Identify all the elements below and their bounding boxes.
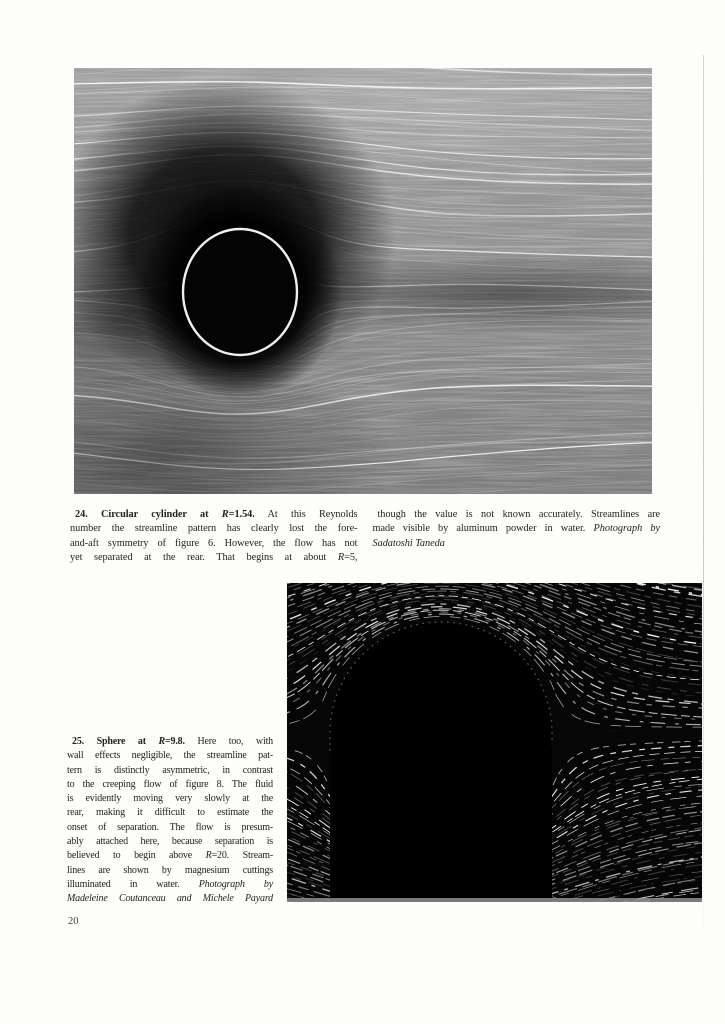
figure-24-caption (70, 508, 660, 565)
caption-text-run: =9.8. (165, 736, 185, 747)
figure-24-caption-right-column (373, 508, 661, 565)
caption-text-run: wall effects negligible, the streamline pat- (67, 750, 273, 762)
caption-text-run: ably attached here, because separation is (67, 836, 273, 848)
page-edge-line (703, 55, 704, 952)
caption-line (70, 508, 358, 522)
caption-line (67, 764, 273, 778)
caption-text-run: =5, (344, 552, 358, 564)
caption-line (70, 522, 358, 536)
caption-text-run: onset of separation. The flow is presum- (67, 821, 273, 833)
caption-line (67, 835, 273, 849)
caption-text-run: illuminated in water. (67, 878, 199, 890)
caption-text-run: and-aft symmetry of figure 6. However, the flow has not (70, 537, 358, 549)
caption-text-run: R (221, 509, 229, 520)
caption-line (67, 849, 273, 863)
caption-line (67, 778, 273, 792)
caption-text-run: though the value is not known accurately. Streamlines are (377, 509, 660, 520)
caption-line (67, 892, 273, 906)
caption-line (373, 522, 661, 536)
caption-text-run: Photograph by (198, 878, 273, 890)
caption-text-run: At this Reynolds (254, 509, 358, 520)
caption-text-run: is evidently moving very slowly at the (67, 793, 273, 805)
figure-24-caption-left-column (70, 508, 358, 565)
caption-text-run: rear, making it difficult to estimate the (67, 807, 273, 819)
caption-line (373, 508, 661, 522)
caption-line (373, 537, 661, 551)
caption-text-run: R (158, 736, 166, 747)
caption-line (67, 821, 273, 835)
caption-text-run: to the creeping flow of figure 8. The fluid (67, 778, 273, 790)
caption-text-run: =20. Stream- (211, 850, 273, 862)
caption-text-run: Madeleine Coutanceau and Michele Payard (67, 893, 273, 905)
figure-25-photo-sphere-streamlines (287, 583, 702, 902)
caption-text-run: =1.54. (228, 509, 255, 520)
caption-text-run: tern is distinctly asymmetric, in contrast (67, 764, 273, 776)
caption-line (67, 806, 273, 820)
caption-text-run: made visible by aluminum powder in water. (372, 523, 594, 535)
caption-text-run: 25. Sphere at (72, 736, 159, 747)
caption-text-run: R (205, 850, 212, 862)
caption-line (70, 537, 358, 551)
caption-text-run: Photograph by (593, 523, 660, 535)
figure-25-caption (67, 735, 273, 907)
caption-text-run: Here too, with (184, 736, 273, 747)
caption-text-run: 24. Circular cylinder at (75, 509, 222, 520)
caption-text-run: Sadatoshi Taneda (372, 537, 445, 549)
caption-text-run: R (337, 552, 345, 564)
caption-text-run: lines are shown by magnesium cuttings (67, 864, 273, 876)
figure-24-photo-cylinder-streamlines (74, 68, 652, 494)
caption-line (67, 864, 273, 878)
caption-text-run: believed to begin above (67, 850, 206, 862)
caption-line (70, 551, 358, 565)
caption-line (67, 735, 273, 749)
caption-line (67, 792, 273, 806)
caption-line (67, 749, 273, 763)
caption-text-run: number the streamline pattern has clearly lost the fore- (70, 523, 358, 535)
caption-line (67, 878, 273, 892)
caption-text-run: yet separated at the rear. That begins at about (70, 552, 338, 564)
page-number: 20 (68, 916, 79, 927)
